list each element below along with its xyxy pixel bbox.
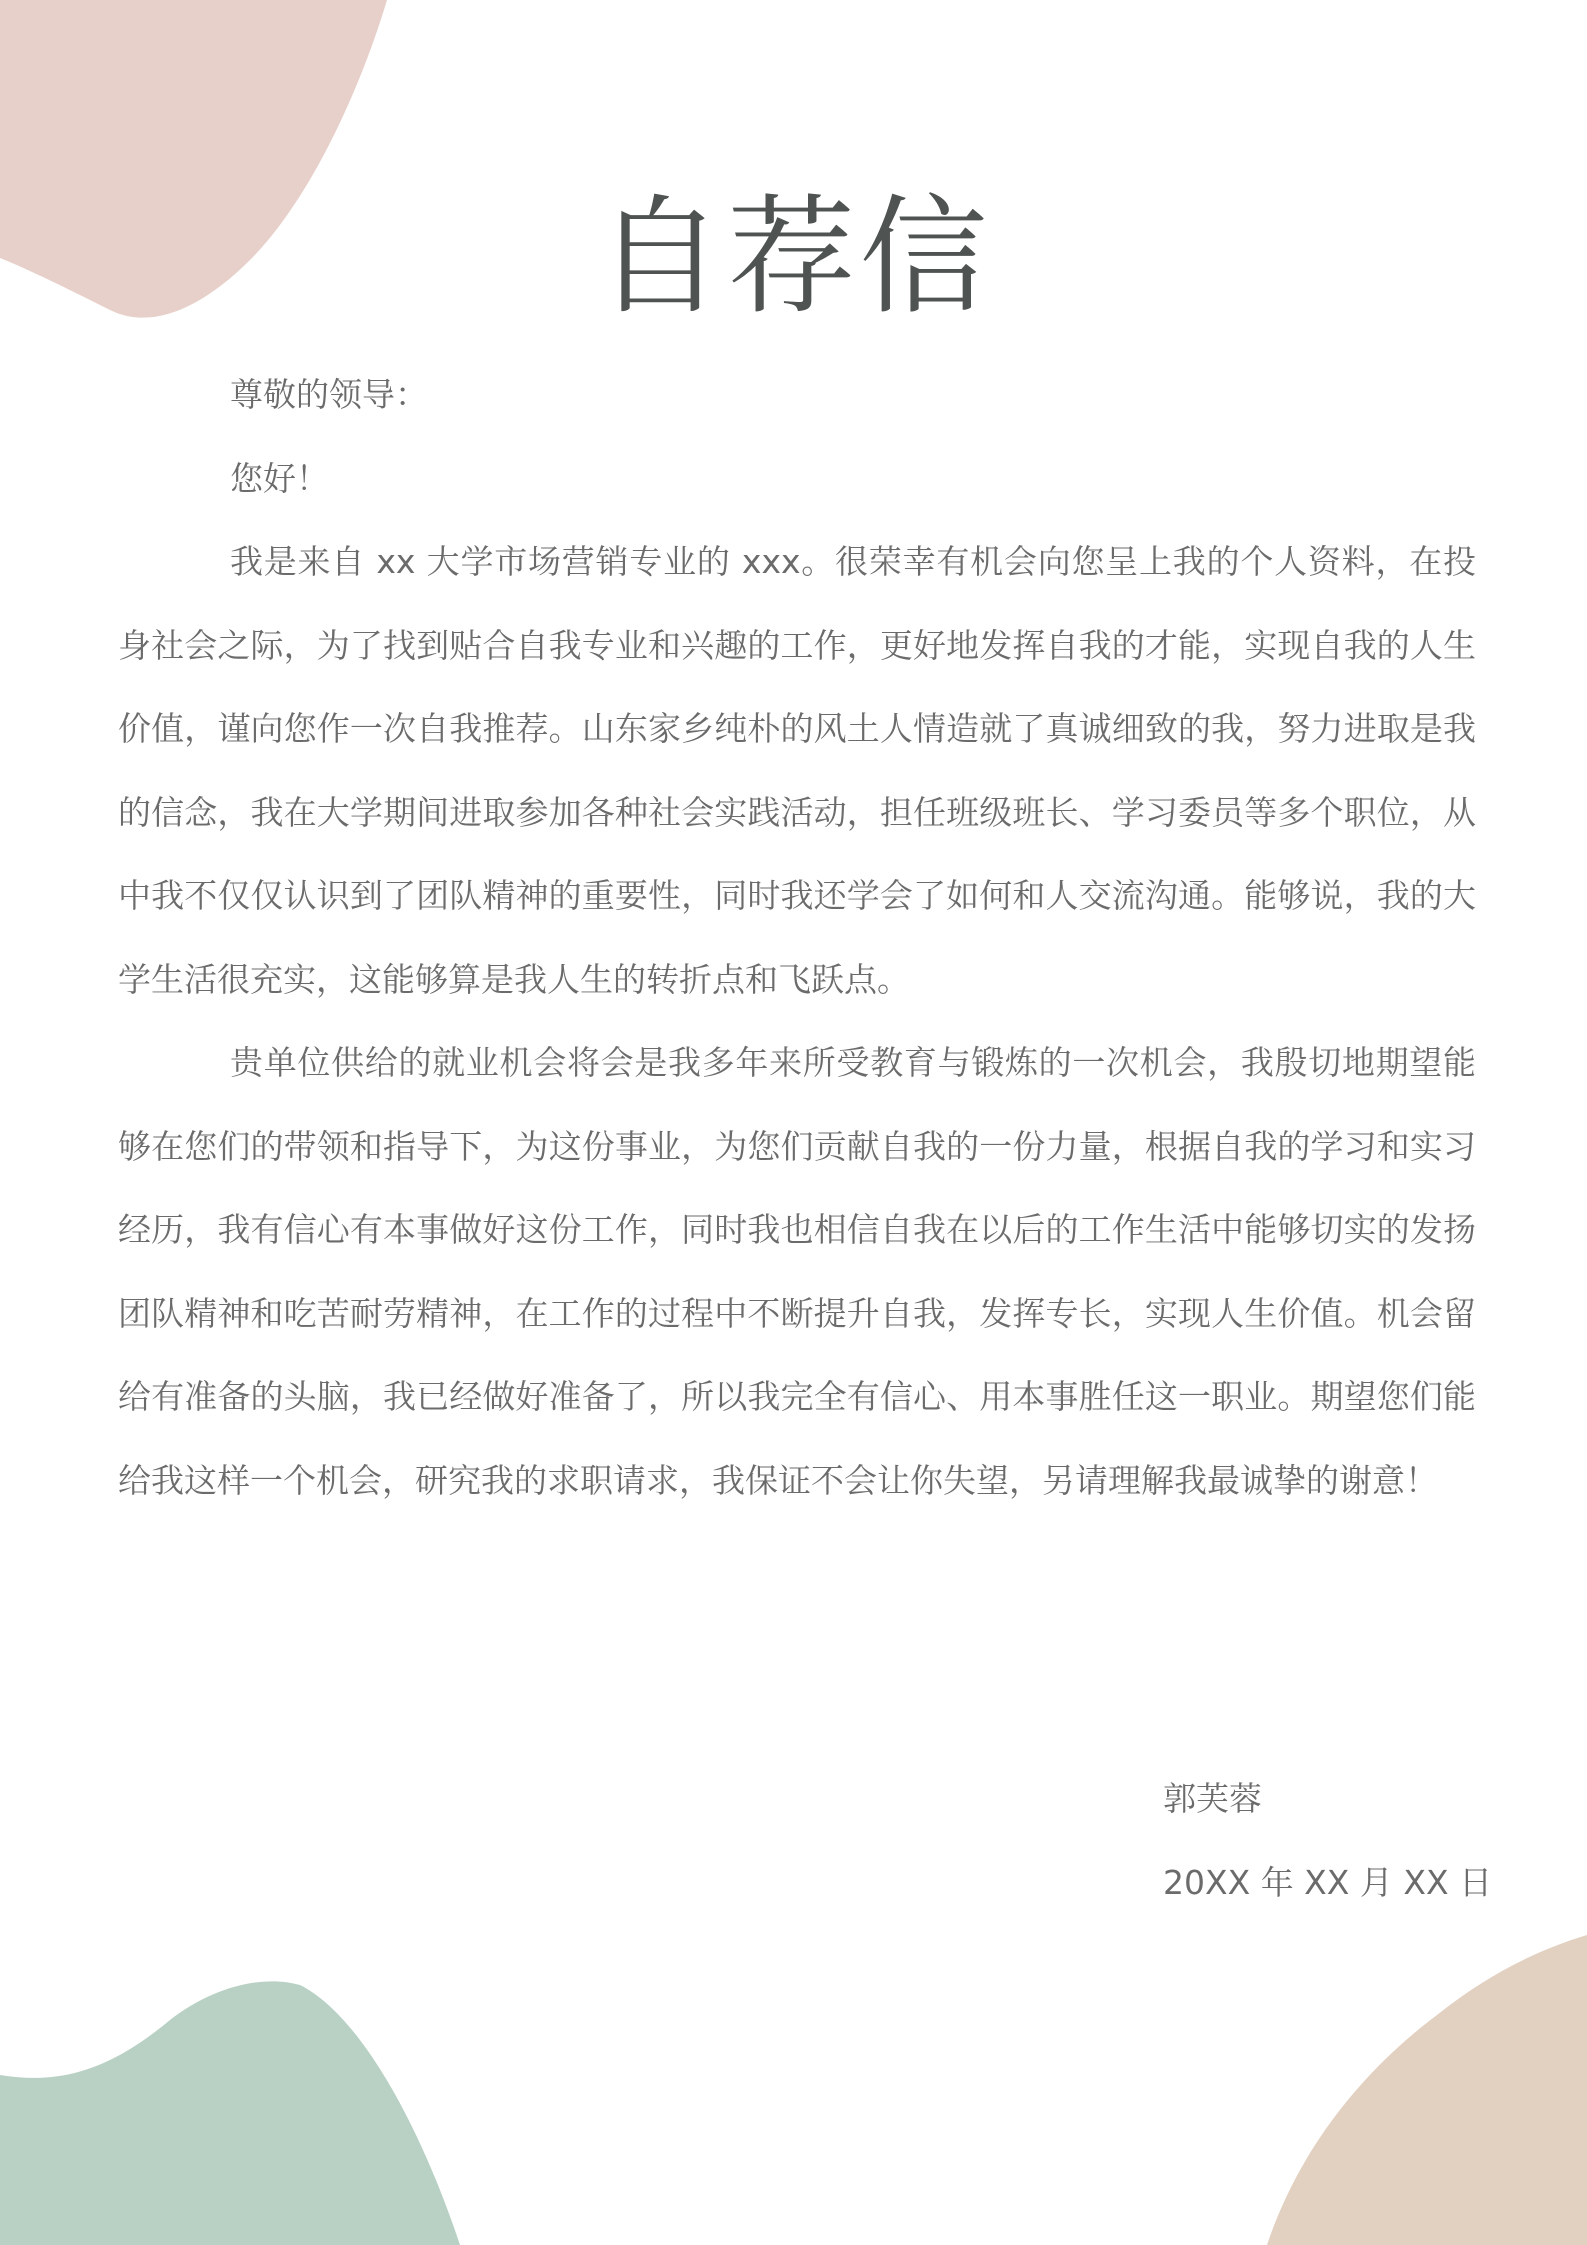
- greeting: 您好！: [230, 458, 329, 498]
- decorative-blob-bottom-right: [1267, 1935, 1587, 2245]
- decorative-blob-bottom-left: [0, 1975, 470, 2245]
- blob-bottom-left-shape: [0, 1981, 460, 2245]
- paragraph-introduction: 我是来自 xx 大学市场营销专业的 xxx。很荣幸有机会向您呈上我的个人资料，在投身社会之际，为了找到贴合自我专业和兴趣的工作，更好地发挥自我的才能，实现自我的人生价值，谨向您作一次自我推荐。山东家乡纯朴的风土人情造就了真诚细致的我，努力进取是我的信念，我在大学期间进取参加各种社会实践活动，担任班级班长、学习委员等多个职位，从中我不仅仅认识到了团队精神的重要性，同时我还学会了如何和人交流沟通。能够说，我的大学生活很充实，这能够算是我人生的转折点和飞跃点。: [118, 542, 1476, 999]
- blob-bottom-right-shape: [1267, 1935, 1587, 2245]
- letter-body: [118, 353, 1476, 1522]
- paragraph-closing: 贵单位供给的就业机会将会是我多年来所受教育与锻炼的一次机会，我殷切地期望能够在您们的带领和指导下，为这份事业，为您们贡献自我的一份力量，根据自我的学习和实习经历，我有信心有本事做好这份工作，同时我也相信自我在以后的工作生活中能够切实的发扬团队精神和吃苦耐劳精神，在工作的过程中不断提升自我，发挥专长，实现人生价值。机会留给有准备的头脑，我已经做好准备了，所以我完全有信心、用本事胜任这一职业。期望您们能给我这样一个机会，研究我的求职请求，我保证不会让你失望，另请理解我最诚挚的谢意！: [118, 1043, 1476, 1500]
- signature-block: [1163, 1757, 1492, 1924]
- salutation: 尊敬的领导：: [230, 375, 428, 414]
- signature-date: 20XX 年 XX 月 XX 日: [1163, 1862, 1493, 1902]
- letter-title: 自荐信: [595, 183, 992, 332]
- signature-name: 郭芙蓉: [1163, 1779, 1262, 1818]
